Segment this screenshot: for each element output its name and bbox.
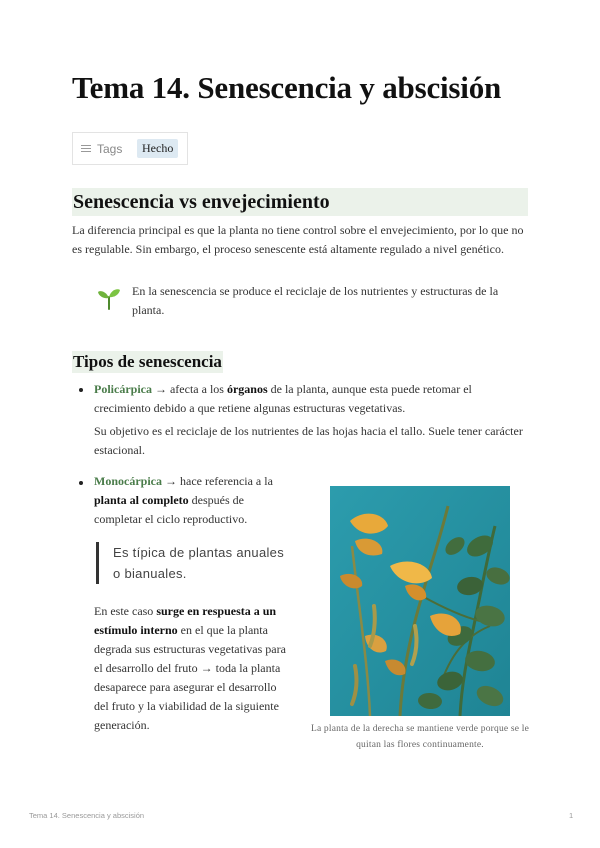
- tag-chip[interactable]: Hecho: [137, 139, 178, 158]
- list-item-monocarpica: Monocárpica → hace referencia a la planta al completo después de completar el ciclo reproductivo.: [94, 474, 273, 526]
- tags-property[interactable]: [72, 132, 188, 165]
- bullet-dot: [79, 481, 83, 485]
- quote-block: Es típica de plantas anuales o bianuales.: [96, 542, 292, 584]
- intro-paragraph: La diferencia principal es que la planta no tiene control sobre el envejecimiento, por lo que no es regulable. Sin embargo, el proceso senescente está altamente regulado a nivel genético.: [72, 223, 524, 256]
- footer-title: Tema 14. Senescencia y abscisión: [29, 811, 145, 820]
- figure-caption: La planta de la derecha se mantiene verde porque se le quitan las flores continuamente.: [310, 724, 530, 750]
- footer-page-number: 1: [569, 811, 574, 820]
- tags-property-label: [73, 142, 133, 156]
- bullet-dot: [79, 388, 83, 392]
- bold-estimulo-interno: surge en respuesta a un estímulo interno: [94, 604, 277, 637]
- plant-photo: [330, 486, 510, 716]
- callout-block: [96, 282, 516, 320]
- bold-planta-al-completo: planta al completo: [94, 493, 189, 507]
- seedling-icon: [96, 285, 122, 311]
- list-icon: [81, 145, 91, 153]
- monocarpica-paragraph: En este caso surge en respuesta a un estímulo interno en el que la planta degrada sus estructuras vegetativas para el desarrollo del fruto → toda la planta desaparece para asegurar el desarrollo del fruto y la viabilidad de la siguiente generación.: [94, 604, 286, 732]
- list-item-policarpica: Policárpica → afecta a los órganos de la planta, aunque esta puede retomar el crecimiento debido a que retiene algunas estructuras vegetativas.: [94, 382, 472, 415]
- tags-label-text: Tags: [97, 141, 123, 156]
- callout-text: En la senescencia se produce el reciclaje de los nutrientes y estructuras de la planta.: [132, 284, 499, 317]
- term-monocarpica: Monocárpica: [94, 474, 162, 488]
- page-title: Tema 14. Senescencia y abscisión: [72, 70, 502, 105]
- section-heading-senescencia-vs-envejecimiento: Senescencia vs envejecimiento: [72, 188, 528, 216]
- term-policarpica: Policárpica: [94, 382, 152, 396]
- section-heading-tipos-de-senescencia: Tipos de senescencia: [73, 352, 222, 371]
- policarpica-paragraph: Su objetivo es el reciclaje de los nutrientes de las hojas hacia el tallo. Suele tener carácter estacional.: [94, 424, 523, 457]
- bold-organos: órganos: [226, 382, 268, 396]
